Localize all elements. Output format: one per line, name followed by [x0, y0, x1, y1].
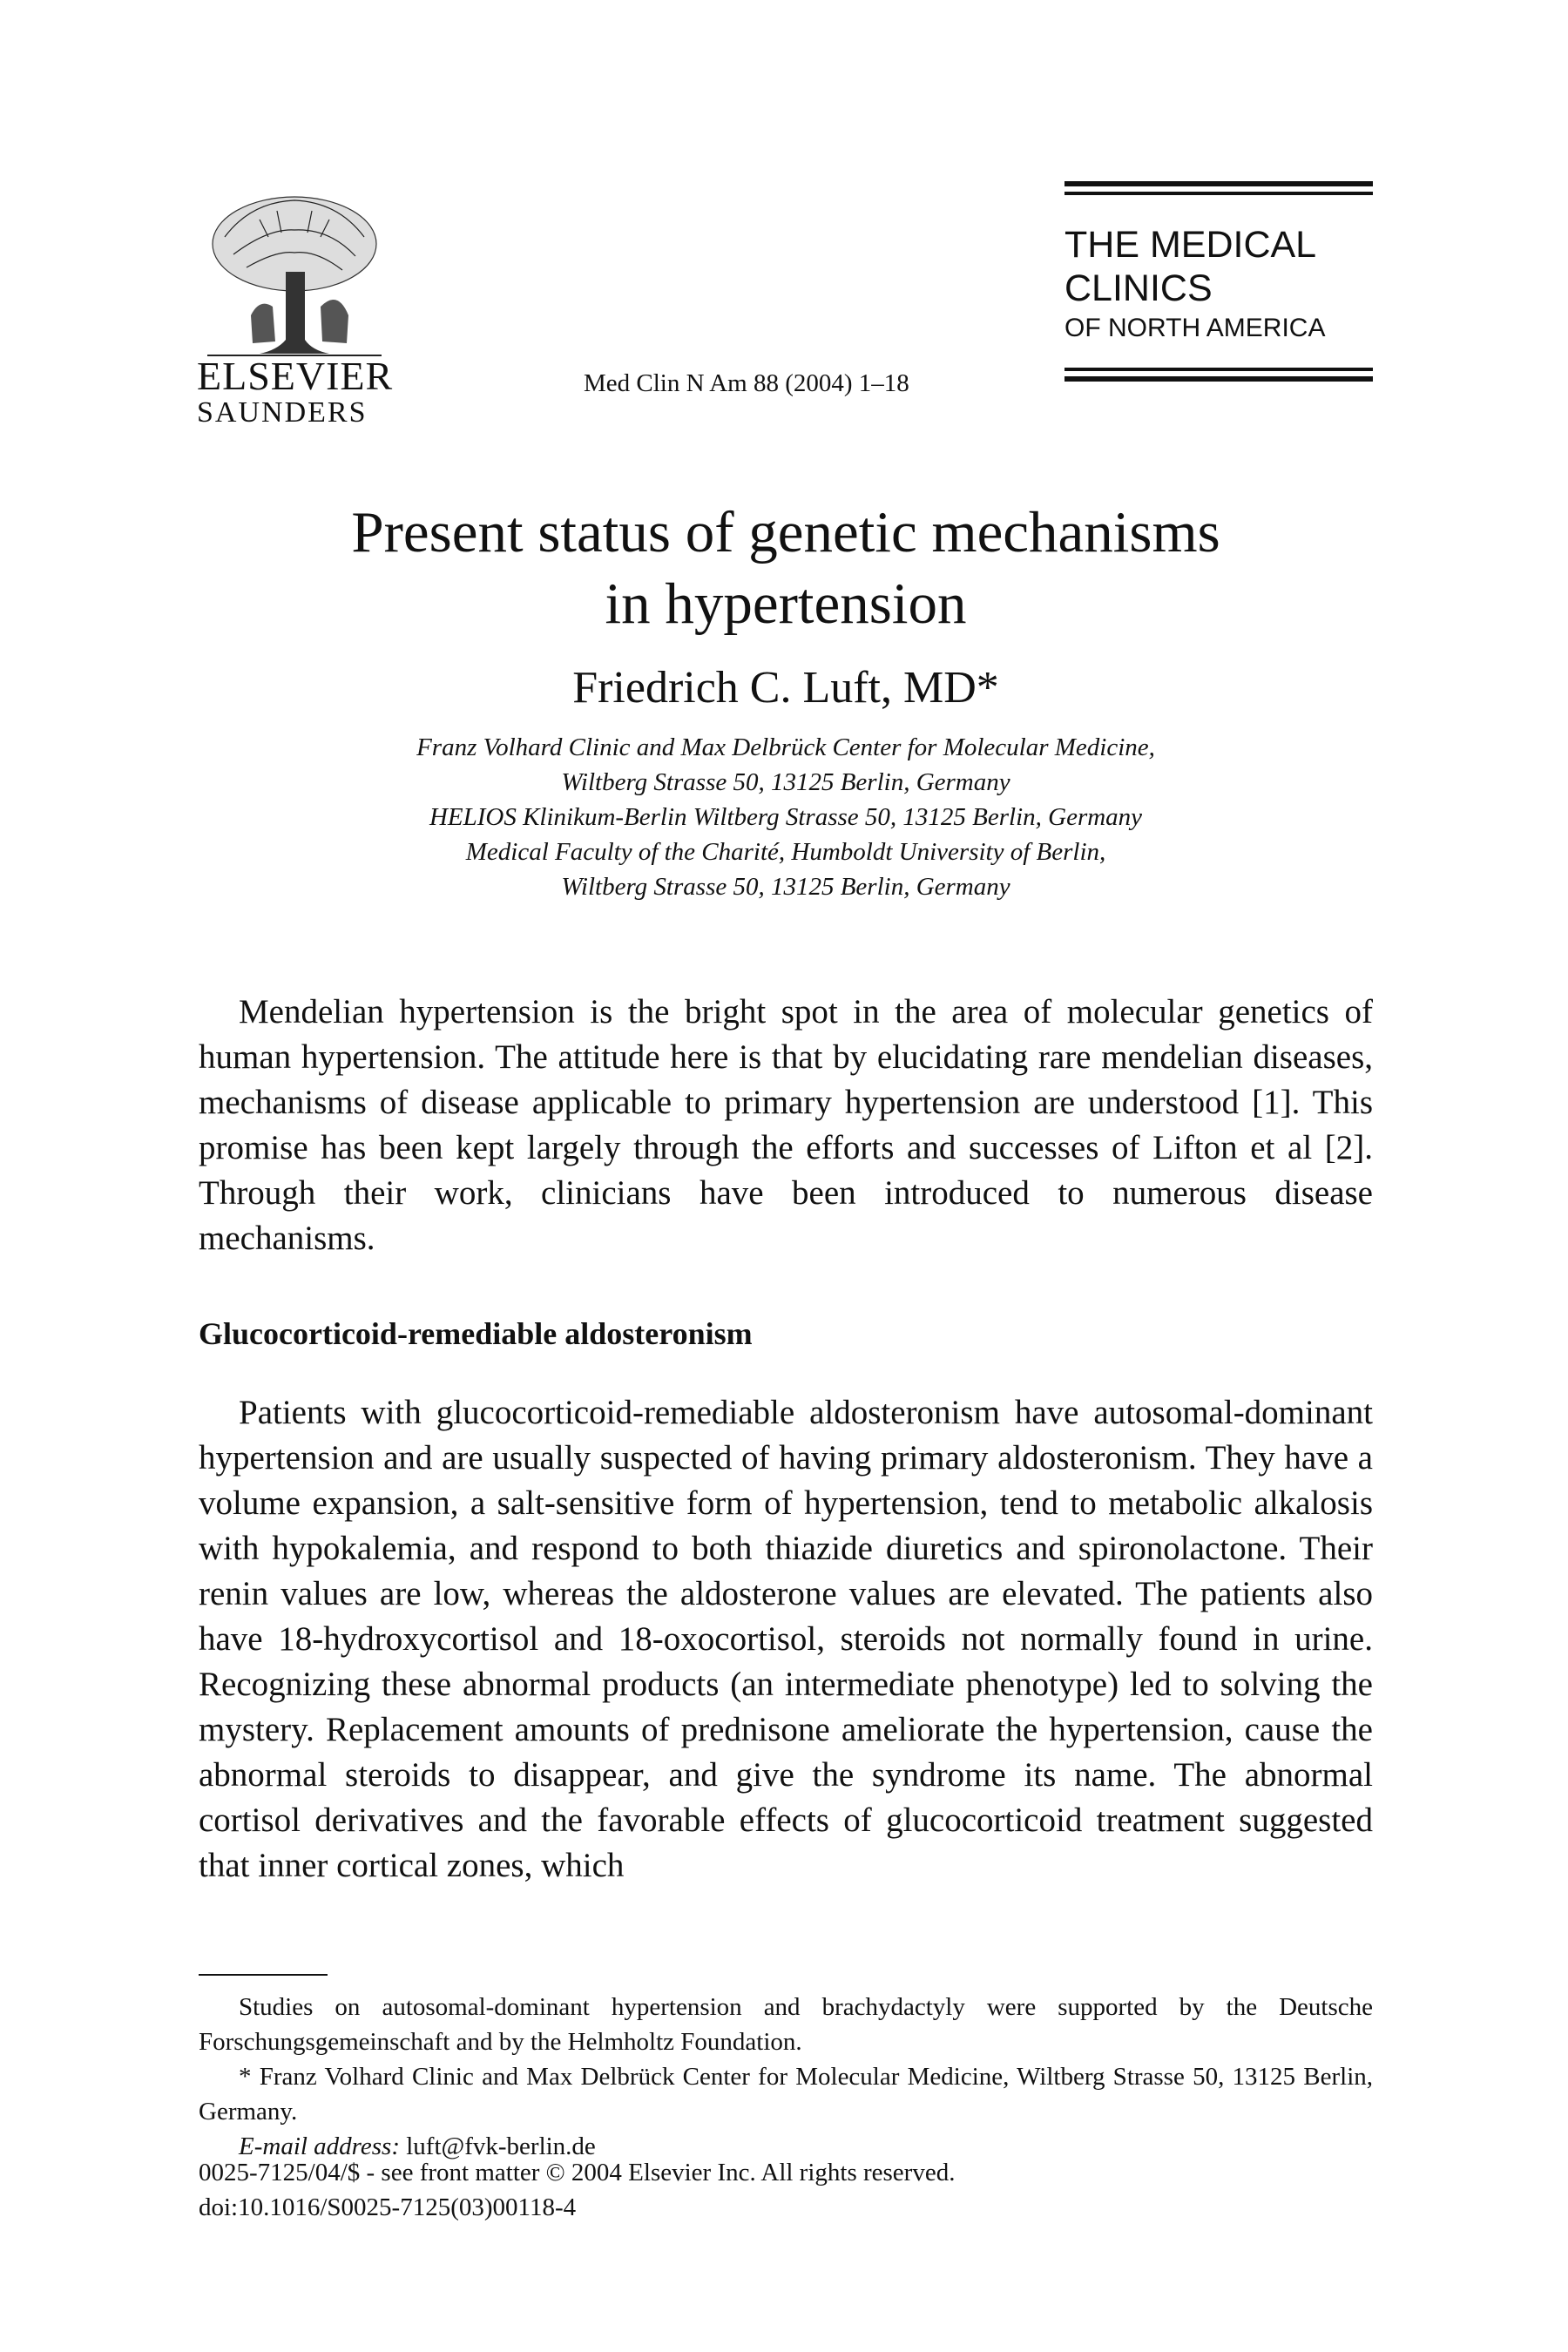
intro-section	[199, 990, 1373, 1261]
masthead-rule	[1064, 192, 1373, 195]
article-title-line-2: in hypertension	[605, 571, 967, 636]
correspondence-footnote: * Franz Volhard Clinic and Max Delbrück Center for Molecular Medicine, Wiltberg Strasse 50, 13125 Berlin, Germany.	[199, 2063, 1373, 2126]
affiliation-line: HELIOS Klinikum-Berlin Wiltberg Strasse 50, 13125 Berlin, Germany	[429, 803, 1143, 831]
journal-citation: Med Clin N Am 88 (2004) 1–18	[584, 369, 909, 397]
article-author: Friedrich C. Luft, MD*	[572, 663, 999, 713]
affiliation-line: Wiltberg Strasse 50, 13125 Berlin, Germany	[561, 873, 1010, 901]
elsevier-tree-logo	[199, 185, 390, 359]
article-title	[199, 497, 1373, 639]
section-paragraph: Patients with glucocorticoid-remediable aldosteronism have autosomal-dominant hypertension and are usually suspected of having primary aldosteronism. They have a volume expansion, a salt-sensitive form of hypertension, tend to metabolic alkalosis with hypokalemia, and respond to both thiazide diuretics and spironolactone. Their renin values are low, whereas the aldosterone values are elevated. The patients also have 18-hydroxycortisol and 18-oxocortisol, steroids not normally found in urine. Recognizing these abnormal products (an intermediate phenotype) led to solving the mystery. Replacement amounts of prednisone ameliorate the hypertension, cause the abnormal steroids to disappear, and give the syndrome its name. The abnormal cortisol derivatives and the favorable effects of glucocorticoid treatment suggested that inner cortical zones, which	[199, 1394, 1373, 1884]
intro-paragraph: Mendelian hypertension is the bright spot in the area of molecular genetics of human hypertension. The attitude here is that by elucidating rare mendelian diseases, mechanisms of disease applicable to primary hypertension are understood [1]. This promise has been kept largely through the efforts and successes of Lifton et al [2]. Through their work, clinicians have been introduced to numerous disease mechanisms.	[199, 993, 1373, 1257]
affiliation-line: Wiltberg Strasse 50, 13125 Berlin, Germany	[561, 768, 1010, 796]
publisher-name	[197, 354, 423, 430]
journal-title	[1064, 223, 1373, 347]
affiliation-line: Franz Volhard Clinic and Max Delbrück Center for Molecular Medicine,	[416, 733, 1155, 761]
gra-section	[199, 1390, 1373, 1889]
author-affiliations	[199, 730, 1373, 904]
doi-line[interactable]: doi:10.1016/S0025-7125(03)00118-4	[199, 2193, 577, 2221]
funding-footnote: Studies on autosomal-dominant hypertension and brachydactyly were supported by the Deutsche Forschungsgemeinschaft and by the Helmholtz Foundation.	[199, 1993, 1373, 2056]
masthead-rule	[1064, 368, 1373, 371]
journal-masthead	[1064, 181, 1373, 382]
footnotes	[199, 1990, 1373, 2164]
masthead-rule	[1064, 181, 1373, 186]
journal-title-line-2: CLINICS	[1064, 267, 1213, 309]
article-title-line-1: Present status of genetic mechanisms	[351, 500, 1220, 564]
email-address[interactable]: luft@fvk-berlin.de	[406, 2132, 596, 2160]
publisher-line-2: SAUNDERS	[197, 396, 368, 429]
copyright-block	[199, 2155, 955, 2225]
issn-line: 0025-7125/04/$ - see front matter © 2004 Elsevier Inc. All rights reserved.	[199, 2159, 956, 2186]
publisher-line-1: ELSEVIER	[197, 354, 394, 398]
section-heading: Glucocorticoid-remediable aldosteronism	[199, 1316, 753, 1351]
journal-title-line-3: OF NORTH AMERICA	[1064, 314, 1326, 342]
masthead-rule	[1064, 376, 1373, 382]
journal-title-line-1: THE MEDICAL	[1064, 224, 1317, 266]
email-label: E-mail address:	[239, 2132, 400, 2160]
affiliation-line: Medical Faculty of the Charité, Humboldt University of Berlin,	[465, 838, 1106, 866]
footnote-rule	[199, 1974, 328, 1976]
